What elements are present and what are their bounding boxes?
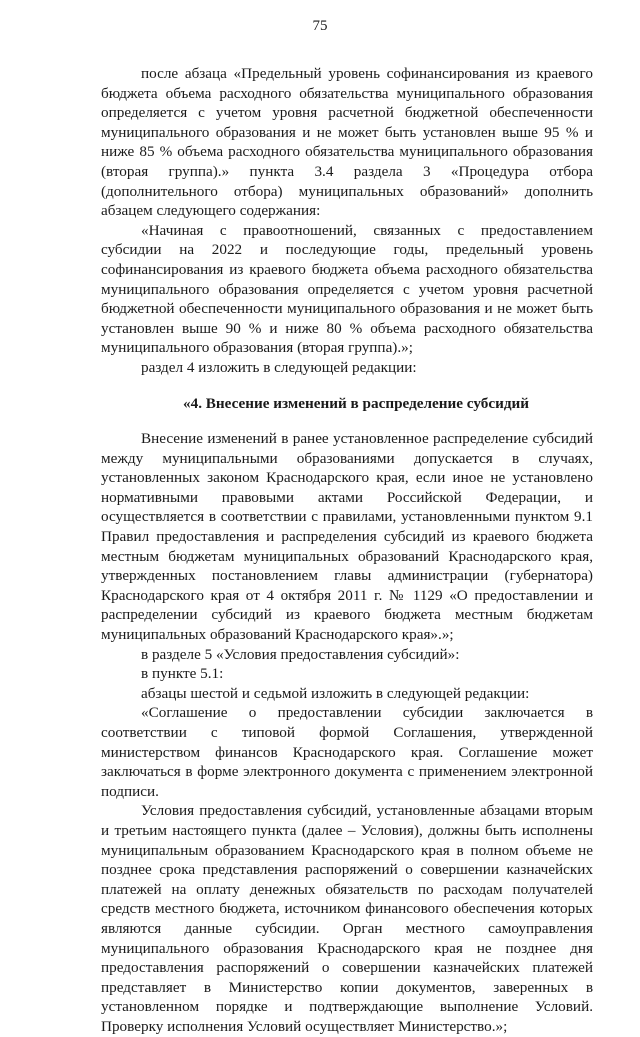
- paragraph-amendment-intro: после абзаца «Предельный уровень софинансирования из краевого бюджета объема расходного обязательства муниципального образования определяется с учетом уровня расчетной бюджетной обеспеченности муниципального образования и не может быть установлен выше 95 % и ниже 85 % объема расходного обязательства муниципального образования (вторая группа).» пункта 3.4 раздела 3 «Процедура отбора (дополнительного отбора) муниципальных образований» дополнить абзацем следующего содержания:: [101, 65, 593, 220]
- paragraph-abzacs-instruction: абзацы шестой и седьмой изложить в следующей редакции:: [141, 684, 530, 702]
- document-body: [101, 64, 593, 1037]
- paragraph-conditions: Условия предоставления субсидий, установленные абзацами вторым и третьим настоящего пункта (далее – Условия), должны быть исполнены муниципальным образованием Краснодарского края в полном объеме не позднее срока представления распоряжений о совершении казначейских платежей на оплату денежных обязательств по расходам получателей средств местного бюджета, источником финансового обеспечения которых являются данные субсидии. Орган местного самоуправления муниципального образования Краснодарского края не позднее дня предоставления распоряжений о совершении казначейских платежей представляет в Министерство копии документов, заверенных в установленном порядке и подтверждающие выполнение Условий. Проверку исполнения Условий осуществляет Министерство.»;: [101, 802, 593, 1035]
- paragraph-section5-ref: в разделе 5 «Условия предоставления субсидий»:: [141, 645, 460, 663]
- paragraph-point51: в пункте 5.1:: [141, 665, 224, 683]
- page-number: 75: [312, 18, 328, 34]
- paragraph-redistribution: Внесение изменений в ранее установленное распределение субсидий между муниципальными образованиями допускается в случаях, установленных законом Краснодарского края, если иное не установлено нормативными правовыми актами Российской Федерации, и осуществляется в соответствии с правилами, установленными пунктом 9.1 Правил предоставления и распределения субсидий из краевого бюджета местным бюджетам муниципальных образований Краснодарского края, утвержденных постановлением главы администрации (губернатора) Краснодарского края от 4 октября 2011 г. № 1129 «О предоставлении и распределении субсидий из краевого бюджета местным бюджетам муниципальных образований Краснодарского края».»;: [101, 430, 593, 644]
- paragraph-new-abzac: «Начиная с правоотношений, связанных с предоставлением субсидии на 2022 и последующие годы, предельный уровень софинансирования из краевого бюджета объема расходного обязательства муниципального образования определяется с учетом уровня расчетной бюджетной обеспеченности муниципального образования и не может быть установлен выше 90 % и ниже 80 % объема расходного обязательства муниципального образования (вторая группа).»;: [101, 221, 593, 357]
- paragraph-section4-instruction: раздел 4 изложить в следующей редакции:: [141, 358, 417, 376]
- paragraph-agreement: «Соглашение о предоставлении субсидии заключается в соответствии с типовой формой Соглашения, утвержденной министерством финансов Краснодарского края. Соглашение может заключаться в форме электронного документа с применением электронной подписи.: [101, 704, 593, 800]
- section-heading: «4. Внесение изменений в распределение субсидий: [183, 394, 530, 412]
